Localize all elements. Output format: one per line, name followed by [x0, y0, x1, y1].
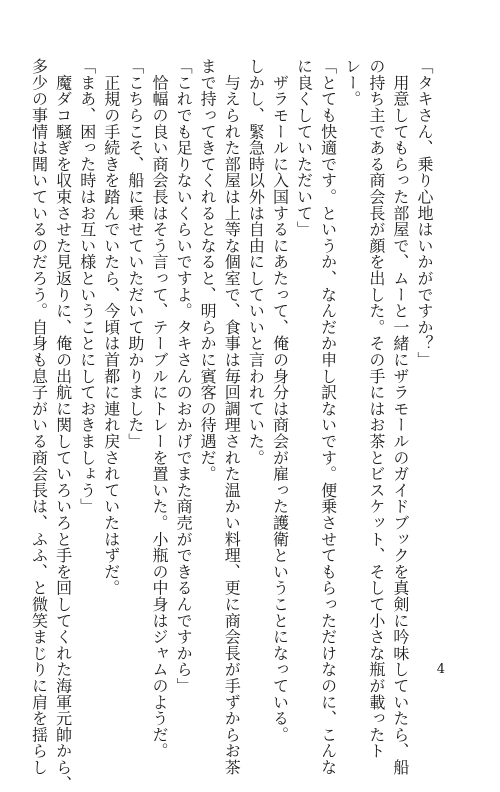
page-number: 4 [436, 662, 445, 677]
text-line: 「こちらこそ、船に乗せていただいて助かりました」 [125, 58, 145, 450]
text-line: しかし、緊急時以外は自由にしていいと言われていた。 [246, 58, 266, 466]
vertical-text-body [26, 58, 436, 792]
text-line: 「タキさん、乗り心地はいかがですか？」 [415, 58, 434, 368]
text-line: 恰幅の良い商会長はそう言って、テーブルにトレーを置いた。小瓶の中身はジャムのようだ。 [149, 58, 169, 759]
text-line: 用意してもらった部屋で、ムーと一緒にザラモールのガイドブックを真剣に吟味していたら、船 [390, 58, 410, 776]
text-line: 多少の事情は聞いているのだろう。自身も息子がいる商会長は、ふふ、と微笑まじりに肩を揺らし [29, 58, 49, 776]
text-line: 魔ダコ騒ぎを収束させた見返りに、俺の出航に関していろいろと手を回してくれた海軍元帥から、 [53, 58, 73, 792]
text-line: レー。 [342, 58, 362, 107]
text-line: 「まあ、困った時はお互い様ということにしておきましょう」 [77, 58, 97, 515]
text-line: 「これでも足りないくらいですよ。タキさんのおかげでまた商売ができるんですから」 [174, 58, 194, 694]
text-line: まで持ってきてくれるとなると、明らかに賓客の待遇だ。 [198, 58, 218, 482]
text-line: に良くしていただいて」 [294, 58, 314, 238]
text-line: ザラモールに入国するにあたって、俺の身分は商会が雇った護衛ということになっている。 [270, 58, 290, 743]
text-line: 「とても快適です。というか、なんだか申し訳ないです。便乗させてもらっただけなのに、こんな [318, 58, 338, 776]
text-line: 正規の手続きを踏んでいたら、今頃は首都に連れ戻されていたはずだ。 [101, 58, 121, 596]
text-line: の持ち主である商会長が顔を出した。その手にはお茶とビスケット、そして小さな瓶が載ったト [366, 58, 386, 759]
text-line: 与えられた部屋は上等な個室で、食事は毎回調理された温かい料理、更に商会長が手ずからお茶 [222, 58, 242, 776]
